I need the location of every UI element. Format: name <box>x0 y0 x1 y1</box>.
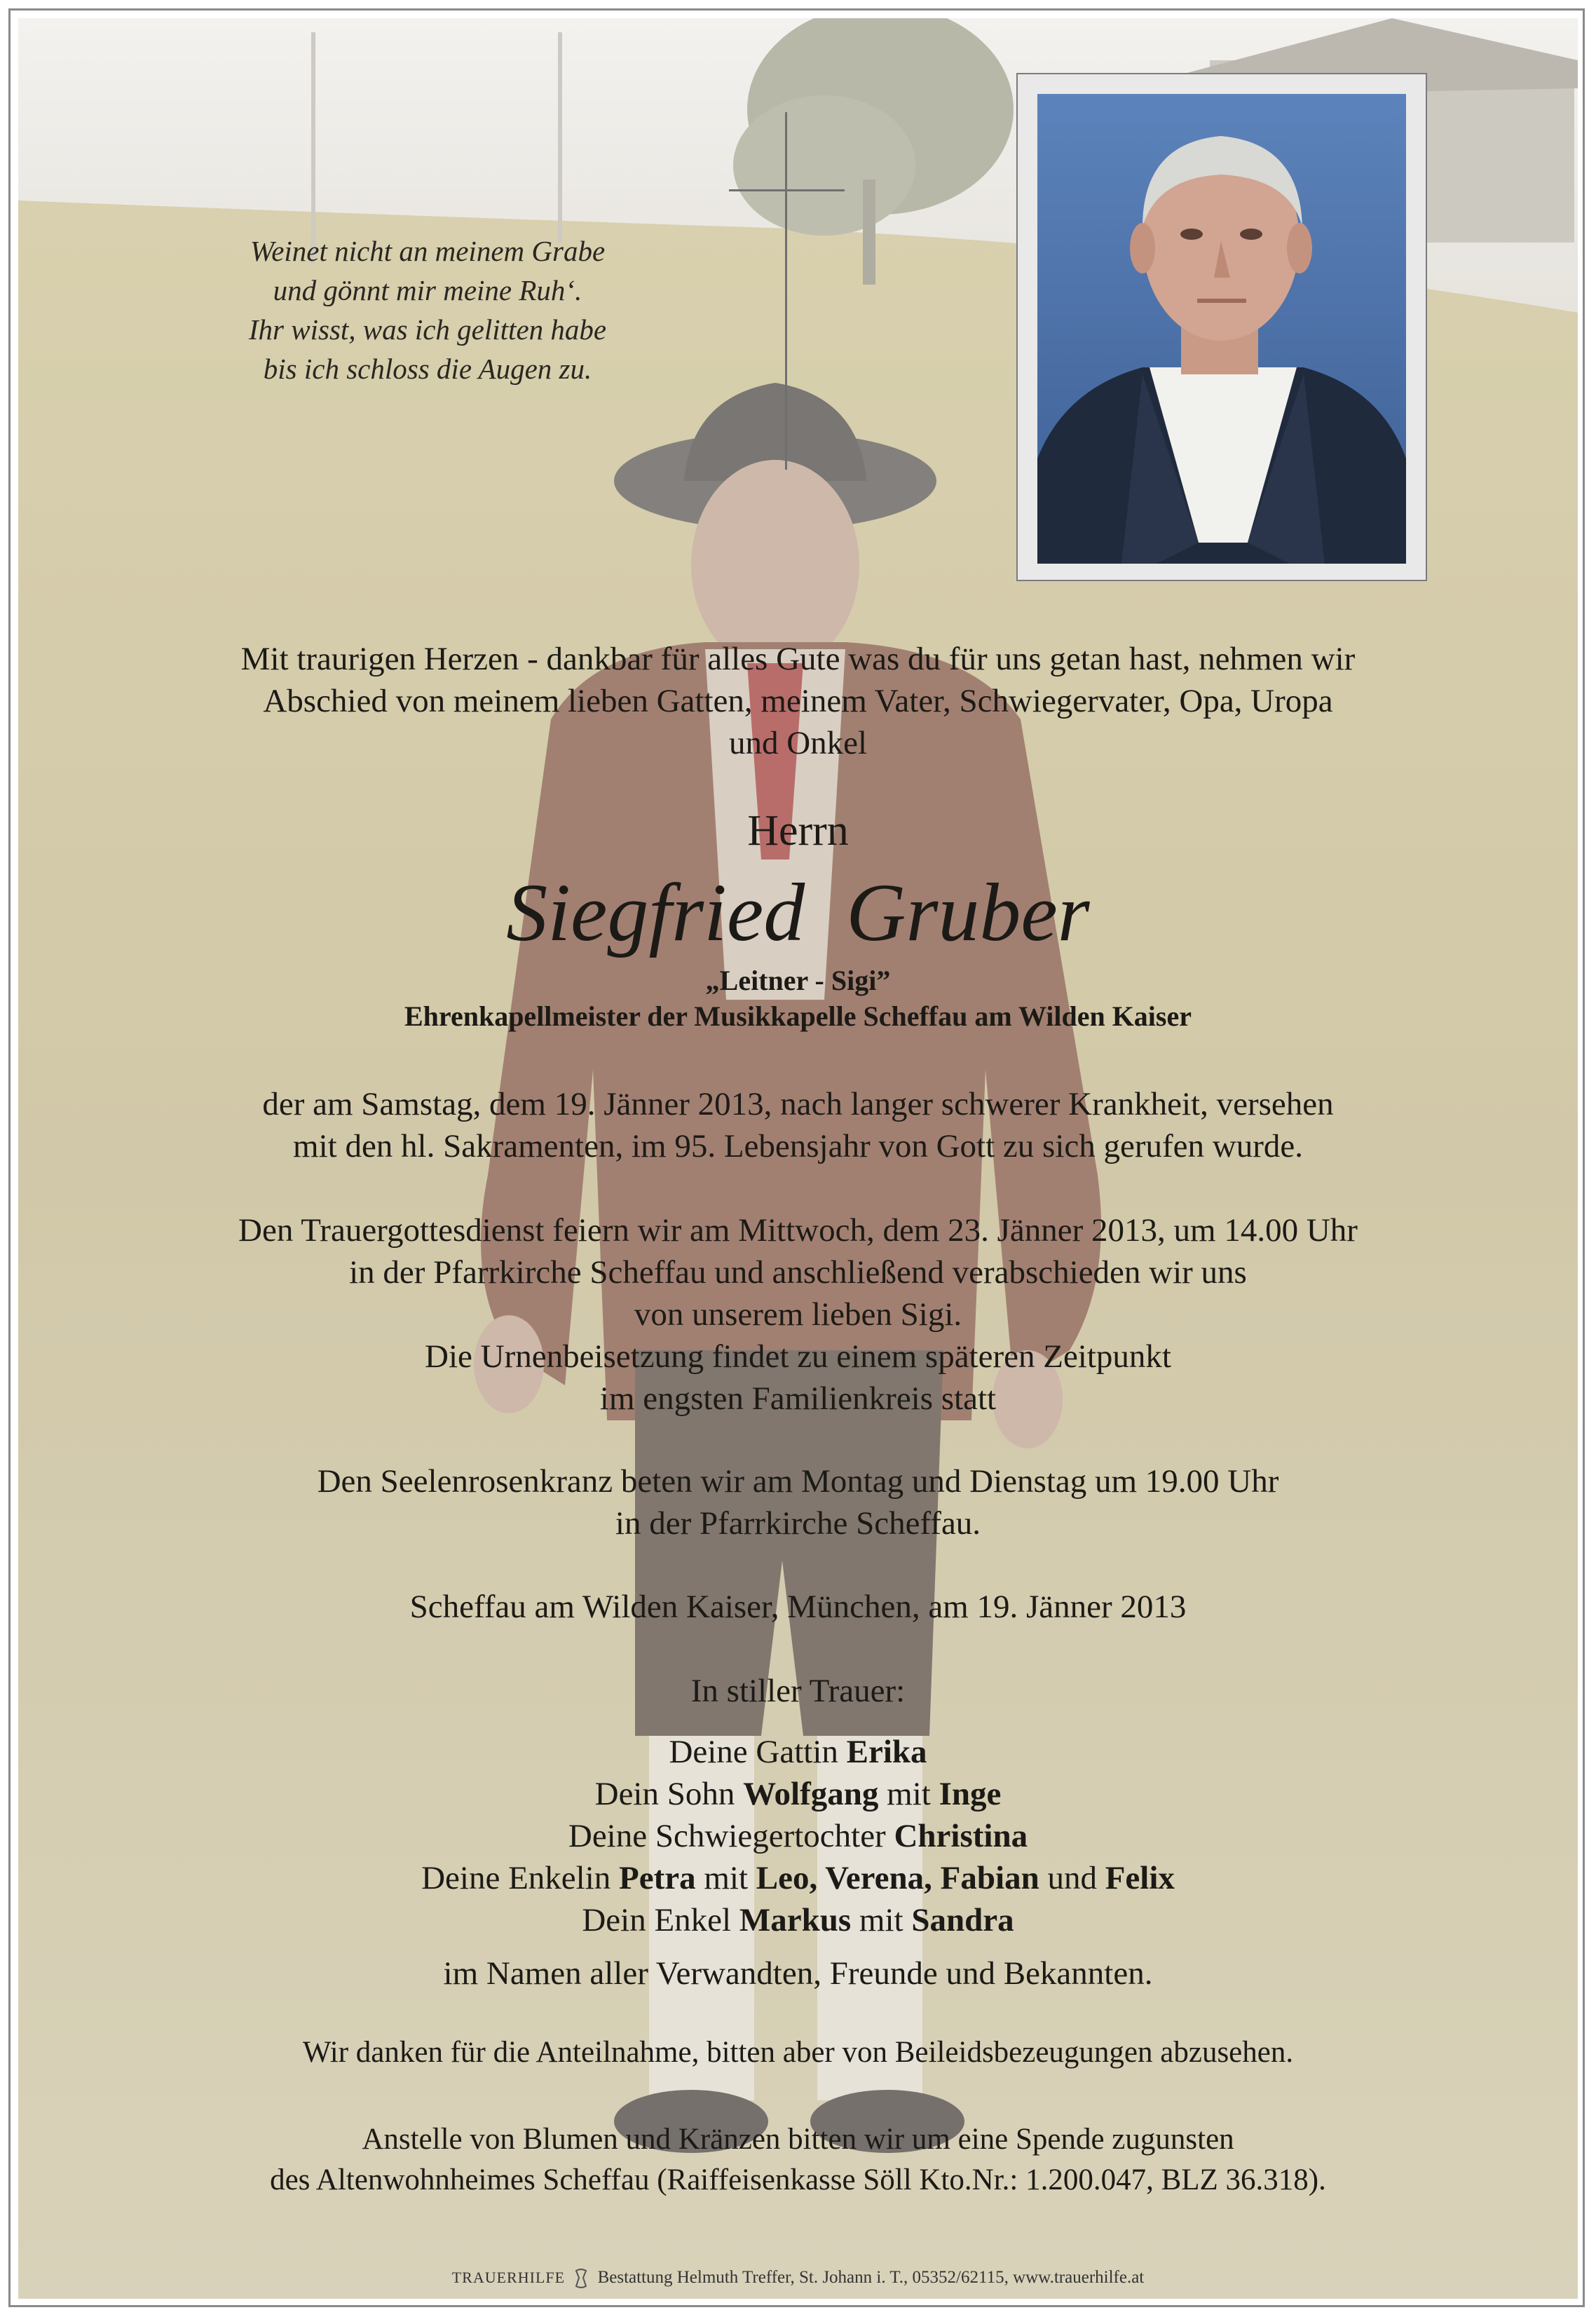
honorary-title: Ehrenkapellmeister der Musikkapelle Scheffau am Wilden Kaiser <box>404 1000 1192 1032</box>
footer-text: Bestattung Helmuth Treffer, St. Johann i. T., 05352/62115, www.trauerhilfe.at <box>597 2268 1145 2287</box>
portrait-photo <box>1037 94 1406 564</box>
donation-line: Anstelle von Blumen und Kränzen bitten wir um eine Spende zugunsten <box>362 2123 1234 2156</box>
cross-vertical-bar <box>785 112 787 470</box>
service-line: Die Urnenbeisetzung findet zu einem späteren Zeitpunkt <box>425 1338 1171 1375</box>
mourner-name: Christina <box>894 1818 1028 1854</box>
service-line: im engsten Familienkreis statt <box>599 1380 997 1417</box>
mourner-text: und <box>1039 1860 1105 1896</box>
service-line: in der Pfarrkirche Scheffau und anschließend verabschieden wir uns <box>349 1254 1247 1291</box>
mourner-line <box>18 1899 1578 1941</box>
rosary-line: Den Seelenrosenkranz beten wir am Montag und Dienstag um 19.00 Uhr <box>317 1463 1279 1500</box>
mourner-line <box>18 1773 1578 1815</box>
mourner-text: mit <box>851 1902 912 1938</box>
mourner-line <box>18 1857 1578 1899</box>
deceased-nickname: „Leitner - Sigi” <box>705 965 891 996</box>
deceased-name: Siegfried Gruber <box>506 867 1090 958</box>
mourners-list <box>18 1731 1578 1941</box>
death-notice <box>18 1083 1578 1167</box>
mourner-text: mit <box>695 1860 756 1896</box>
death-notice-line: mit den hl. Sakramenten, im 95. Lebensjahr von Gott zu sich gerufen wurde. <box>293 1128 1303 1164</box>
poem-line: Ihr wisst, was ich gelitten habe <box>248 313 607 346</box>
donation-request <box>18 2119 1578 2201</box>
mourner-text: Dein Enkel <box>582 1902 739 1938</box>
poem-line: Weinet nicht an meinem Grabe <box>250 235 606 267</box>
intro-line: und Onkel <box>728 725 868 761</box>
mourner-name: Markus <box>739 1902 852 1938</box>
poem-line: und gönnt mir meine Ruh‘. <box>273 274 582 306</box>
mourner-line <box>18 1815 1578 1857</box>
footer <box>18 2267 1578 2289</box>
portrait-art <box>1037 94 1406 564</box>
service-line: Den Trauergottesdienst feiern wir am Mittwoch, dem 23. Jänner 2013, um 14.00 Uhr <box>238 1212 1358 1249</box>
mourner-text: mit <box>878 1776 939 1812</box>
donation-line: des Altenwohnheimes Scheffau (Raiffeisenkasse Söll Kto.Nr.: 1.200.047, BLZ 36.318). <box>270 2163 1326 2196</box>
mourner-text: Deine Enkelin <box>421 1860 620 1896</box>
service-line: von unserem lieben Sigi. <box>634 1296 962 1333</box>
funeral-service <box>18 1209 1578 1420</box>
rosary-line: in der Pfarrkirche Scheffau. <box>615 1505 981 1542</box>
mourner-text: Dein Sohn <box>594 1776 744 1812</box>
cross-horizontal-bar <box>729 189 845 191</box>
intro-text <box>18 638 1578 764</box>
mourner-name: Felix <box>1105 1860 1175 1896</box>
mourner-text: Deine Gattin <box>669 1734 847 1770</box>
footer-brand: TRAUERHILFE <box>451 2269 566 2286</box>
poem-line: bis ich schloss die Augen zu. <box>263 353 592 385</box>
salutation: Herrn <box>747 807 849 855</box>
mourner-name: Erika <box>846 1734 927 1770</box>
mourner-name: Wolfgang <box>743 1776 879 1812</box>
intro-line: Abschied von meinem lieben Gatten, meinem Vater, Schwiegervater, Opa, Uropa <box>263 683 1333 719</box>
intro-line: Mit traurigen Herzen - dankbar für alles Gute was du für uns getan hast, nehmen wir <box>240 641 1356 677</box>
mourner-name: Petra <box>619 1860 696 1896</box>
thanks-note: Wir danken für die Anteilnahme, bitten aber von Beileidsbezeugungen abzusehen. <box>302 2036 1294 2069</box>
mourning-heading: In stiller Trauer: <box>690 1673 906 1709</box>
death-notice-line: der am Samstag, dem 19. Jänner 2013, nach langer schwerer Krankheit, versehen <box>262 1086 1334 1122</box>
rosary-notice <box>18 1460 1578 1544</box>
mourner-name: Leo, Verena, Fabian <box>756 1860 1039 1896</box>
place-date: Scheffau am Wilden Kaiser, München, am 19. Jänner 2013 <box>409 1589 1187 1625</box>
trauerhilfe-logo-icon <box>573 2268 589 2289</box>
mourner-name: Inge <box>939 1776 1002 1812</box>
relatives-line: im Namen aller Verwandten, Freunde und Bekannten. <box>443 1955 1153 1992</box>
memorial-poem <box>154 231 701 388</box>
mourner-text: Deine Schwiegertochter <box>568 1818 894 1854</box>
mourner-line <box>18 1731 1578 1773</box>
mourner-name: Sandra <box>911 1902 1014 1938</box>
